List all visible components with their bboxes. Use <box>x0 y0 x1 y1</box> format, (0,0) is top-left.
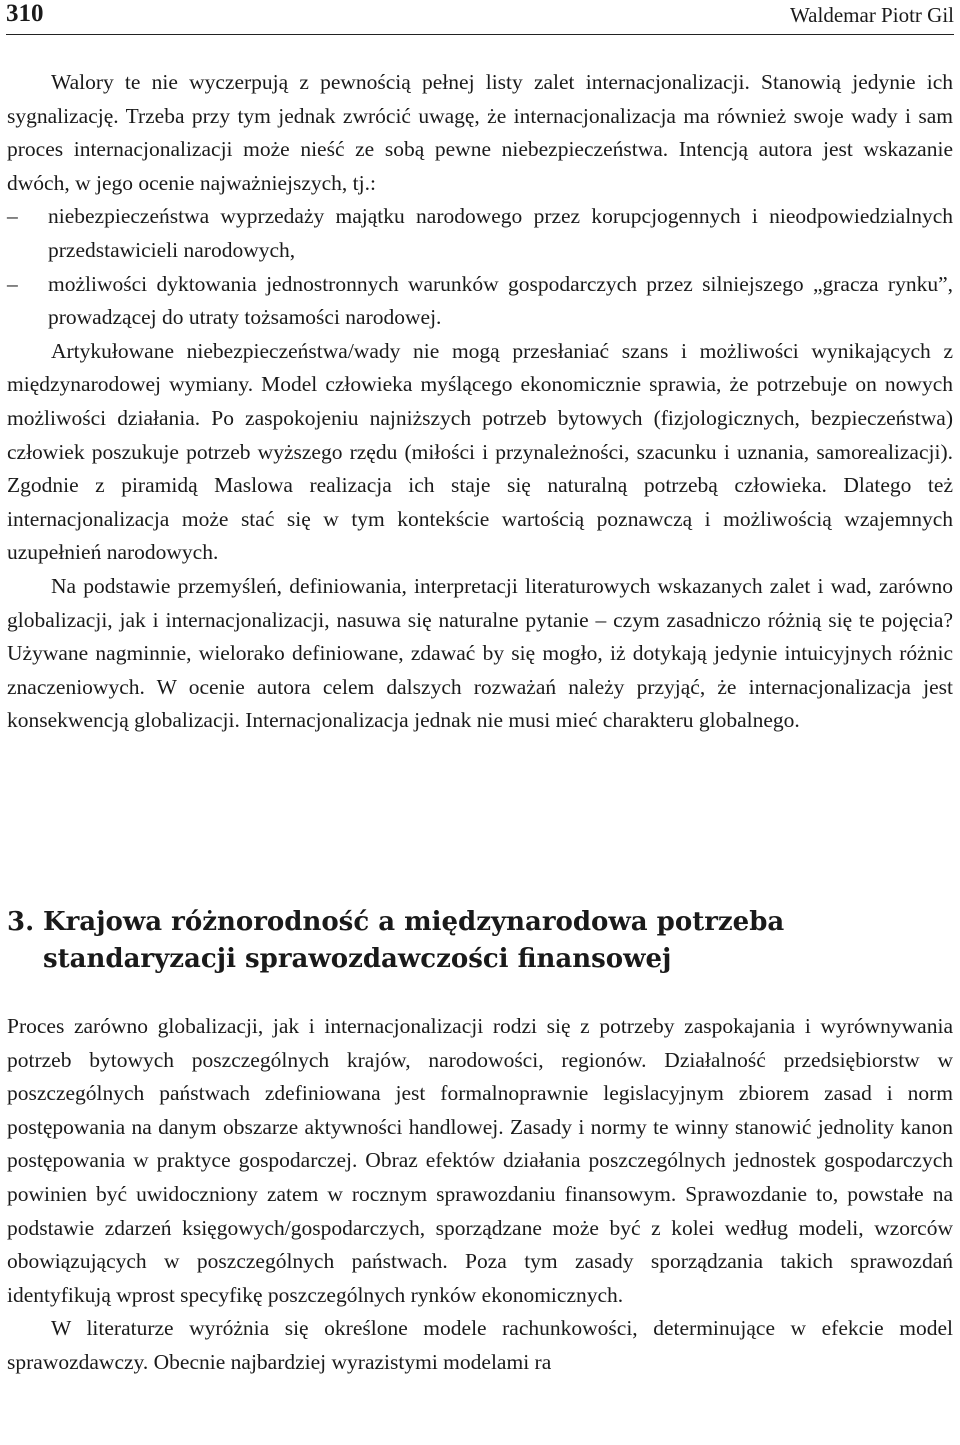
section-body-bottom <box>7 1010 953 1380</box>
paragraph: Walory te nie wyczerpują z pewnością pełnej listy zalet internacjonalizacji. Stanowią jedynie ich sygnalizację. Trzeba przy tym jednak zwrócić uwagę, że internacjonalizacja ma również swoje wady i sam proces internacjonalizacji może nieść ze sobą pewne niebezpieczeństwa. Intencją autora jest wskazanie dwóch, w jego ocenie najważniejszych, tj.: <box>7 70 953 195</box>
section-title-line-2: standaryzacji sprawozdawczości finansowej <box>43 944 672 974</box>
dash-bullet: – <box>7 271 18 296</box>
paragraph: W literaturze wyróżnia się określone modele rachunkowości, determinujące w efekcie model sprawozdawczy. Obecnie najbardziej wyrazistymi modelami ra <box>7 1316 953 1374</box>
running-header <box>6 0 954 35</box>
bullet-list <box>7 200 953 334</box>
section-body-top <box>7 66 953 738</box>
paragraph: Na podstawie przemyśleń, definiowania, interpretacji literaturowych wskazanych zalet i wad, zarówno globalizacji, jak i internacjonalizacji, nasuwa się naturalne pytanie – czym zasadniczo różnią się te pojęcia? Używane nagminnie, wielorako definiowane, zdawać by się mogło, iż dotykają jedynie intuicyjnych różnic znaczeniowych. W ocenie autora celem dalszych rozważań należy przyjąć, że internacjonalizacja jest konsekwencją globalizacji. Internacjonalizacja jednak nie musi mieć charakteru globalnego. <box>7 573 953 733</box>
section-number: 3. <box>7 907 35 937</box>
page-number: 310 <box>6 0 44 27</box>
section-heading <box>7 904 947 978</box>
paragraph: Artykułowane niebezpieczeństwa/wady nie mogą przesłaniać szans i możliwości wynikających z międzynarodowej wymiany. Model człowieka myślącego ekonomicznie sprawia, że potrzebuje on nowych możliwości działania. Po zaspokojeniu najniższych potrzeb bytowych (fizjologicznych, bezpieczeństwa) człowiek poszukuje potrzeb wyższego rzędu (miłości i przynależności, szacunku i uznania, samorealizacji). Zgodnie z piramidą Maslowa realizacja ich staje się naturalną potrzebą człowieka. Dlatego też internacjonalizacja może stać się w tym kontekście wartością poznawczą i możliwością wzajemnych uzupełnień narodowych. <box>7 338 953 565</box>
dash-bullet: – <box>7 204 18 229</box>
list-item-text: możliwości dyktowania jednostronnych warunków gospodarczych przez silniejszego „gracza rynku”, prowadzącej do utraty tożsamości narodowej. <box>48 271 953 330</box>
paragraph: Proces zarówno globalizacji, jak i internacjonalizacji rodzi się z potrzeby zaspokajania i wyrównywania potrzeb bytowych poszczególnych krajów, narodowości, regionów. Działalność przedsiębiorstw w poszczególnych państwach zdefiniowana jest formalnoprawnie legislacyjnym zbiorem zasad i norm postępowania na danym obszarze aktywności handlowej. Zasady i normy te winny stanowić jednolity kanon postępowania w praktyce gospodarczej. Obraz efektów działania poszczególnych jednostek gospodarczych powinien być uwidoczniony zatem w rocznym sprawozdaniu finansowym. Sprawozdanie to, powstałe na podstawie zdarzeń księgowych/gospodarczych, sporządzane może być z kolei według modeli, wzorców obowiązujących w poszczególnych państwach. Poza tym zasady sporządzania takich sprawozdań identyfikują wprost specyfikę poszczególnych rynków ekonomicznych. <box>7 1014 953 1307</box>
section-title-line-1: Krajowa różnorodność a międzynarodowa potrzeba <box>43 907 785 937</box>
running-author: Waldemar Piotr Gil <box>790 3 954 27</box>
list-item <box>7 268 953 335</box>
list-item-text: niebezpieczeństwa wyprzedaży majątku narodowego przez korupcjogennych i nieodpowiedzialnych przedstawicieli narodowych, <box>48 204 953 262</box>
list-item <box>7 200 953 267</box>
